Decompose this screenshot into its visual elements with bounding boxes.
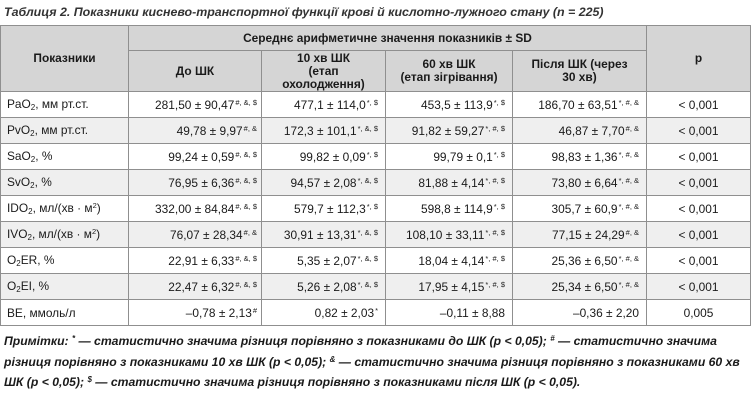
significance-marks: *, #, & (618, 97, 639, 107)
significance-marks: *, #, & (618, 149, 639, 159)
significance-marks: *, #, $ (485, 123, 505, 133)
value-cell (262, 118, 386, 144)
value-cell (513, 144, 647, 170)
significance-marks: #, & (625, 227, 639, 237)
significance-marks: #, &, $ (235, 279, 257, 289)
header-line: 30 хв) (562, 70, 597, 84)
value-cell (262, 196, 386, 222)
value-cell (513, 222, 647, 248)
value-cell (129, 274, 262, 300)
label-subscript: 2 (16, 285, 21, 294)
significance-marks: *, $ (366, 97, 378, 107)
value-cell (513, 118, 647, 144)
significance-marks: *, #, & (618, 201, 639, 211)
value-cell (129, 118, 262, 144)
notes-lead: Примітки: (4, 334, 72, 348)
value-mean-sd: 22,47 ± 6,32 (168, 279, 235, 294)
label-subscript: 2 (27, 233, 32, 242)
table-row (1, 248, 751, 274)
significance-marks: #, & (625, 123, 639, 133)
p-value: < 0,001 (647, 170, 751, 196)
value-mean-sd: 579,7 ± 112,3 (293, 201, 366, 216)
significance-marks: *, #, $ (485, 253, 505, 263)
value-cell (262, 248, 386, 274)
value-mean-sd: 25,36 ± 6,50 (551, 253, 618, 268)
value-mean-sd: 25,34 ± 6,50 (551, 279, 618, 294)
value-cell (129, 222, 262, 248)
table-row (1, 300, 751, 326)
value-cell (513, 248, 647, 274)
p-value: < 0,001 (647, 144, 751, 170)
header-line: (етап зігрівання) (400, 70, 498, 84)
value-mean-sd: 91,82 ± 59,27 (411, 123, 485, 138)
value-cell (386, 196, 513, 222)
row-label (1, 274, 129, 300)
value-mean-sd: –0,11 ± 8,88 (439, 305, 505, 320)
value-cell (129, 196, 262, 222)
value-cell (386, 222, 513, 248)
value-cell (129, 170, 262, 196)
value-mean-sd: 30,91 ± 13,31 (283, 227, 357, 242)
note-symbol: # (550, 334, 555, 343)
table-body (1, 92, 751, 326)
header-p: p (647, 26, 751, 92)
significance-marks: #, &, $ (235, 201, 257, 211)
p-value: < 0,001 (647, 248, 751, 274)
significance-marks: *, $ (493, 201, 505, 211)
value-mean-sd: 73,80 ± 6,64 (551, 175, 618, 190)
data-table (0, 25, 751, 326)
header-line: Після ШК (через (531, 57, 628, 71)
value-cell (386, 274, 513, 300)
table-row (1, 274, 751, 300)
label-unit: ER, % (20, 253, 55, 267)
significance-marks: *, #, & (618, 175, 639, 185)
header-60min-cpb (386, 51, 513, 92)
value-cell (513, 300, 647, 326)
value-cell (262, 144, 386, 170)
value-mean-sd: 99,82 ± 0,09 (299, 149, 366, 164)
note-text: — статистично значима різниця порівняно з показниками після ШК (p < 0,05). (91, 375, 581, 389)
value-cell (386, 118, 513, 144)
value-mean-sd: 172,3 ± 101,1 (283, 123, 357, 138)
value-mean-sd: 22,91 ± 6,33 (168, 253, 235, 268)
value-mean-sd: –0,36 ± 2,20 (572, 305, 639, 320)
significance-marks: *, &, $ (357, 175, 378, 185)
table-row (1, 118, 751, 144)
value-mean-sd: 98,83 ± 1,36 (551, 149, 618, 164)
label-superscript: 2 (92, 201, 97, 210)
value-mean-sd: 94,57 ± 2,08 (290, 175, 357, 190)
value-cell (513, 170, 647, 196)
p-value: 0,005 (647, 300, 751, 326)
value-mean-sd: 305,7 ± 60,9 (551, 201, 618, 216)
value-mean-sd: –0,78 ± 2,13 (185, 305, 252, 320)
label-main: IDO (7, 201, 29, 215)
value-mean-sd: 5,35 ± 2,07 (297, 253, 357, 268)
p-value: < 0,001 (647, 92, 751, 118)
label-unit: , % (34, 175, 52, 189)
header-before-cpb (129, 51, 262, 92)
value-mean-sd: 49,78 ± 9,97 (176, 123, 243, 138)
label-unit: , мл/(хв · м (31, 227, 92, 241)
table-notes (4, 330, 748, 392)
label-superscript: 2 (91, 227, 97, 236)
label-unit: , мм рт.ст. (34, 123, 89, 137)
label-subscript: 2 (30, 181, 35, 190)
value-mean-sd: 281,50 ± 90,47 (155, 97, 235, 112)
header-line: 60 хв ШК (422, 57, 476, 71)
value-mean-sd: 108,10 ± 33,11 (406, 227, 485, 242)
significance-marks: *, $ (493, 149, 505, 159)
table-row (1, 92, 751, 118)
value-cell (129, 248, 262, 274)
label-unit: EI, % (20, 279, 50, 293)
p-value: < 0,001 (647, 222, 751, 248)
value-mean-sd: 598,8 ± 114,9 (420, 201, 493, 216)
value-cell (129, 92, 262, 118)
value-mean-sd: 99,79 ± 0,1 (433, 149, 493, 164)
header-group-mean-sd: Середнє арифметичне значення показників ± SD (129, 26, 647, 51)
value-cell (513, 92, 647, 118)
significance-marks: # (252, 305, 257, 315)
row-label (1, 92, 129, 118)
label-main: PvO (7, 123, 31, 137)
table-row (1, 222, 751, 248)
significance-marks: #, &, $ (235, 253, 257, 263)
header-10min-cpb (262, 51, 386, 92)
value-mean-sd: 99,24 ± 0,59 (168, 149, 235, 164)
significance-marks: *, $ (493, 97, 505, 107)
label-subscript: 2 (30, 129, 35, 138)
header-line: охолодження) (282, 76, 365, 91)
p-value: < 0,001 (647, 274, 751, 300)
significance-marks: *, #, & (618, 279, 639, 289)
header-indicator: Показники (1, 26, 129, 92)
significance-marks: *, #, $ (485, 279, 505, 289)
value-mean-sd: 77,15 ± 24,29 (552, 227, 625, 242)
significance-marks: *, #, $ (485, 227, 505, 237)
header-line: До ШК (175, 63, 215, 78)
note-symbol: & (329, 354, 336, 364)
significance-marks: *, #, $ (485, 175, 505, 185)
row-label (1, 248, 129, 274)
value-cell (129, 144, 262, 170)
header-after-cpb (513, 51, 647, 92)
row-label (1, 118, 129, 144)
significance-marks: *, $ (366, 201, 378, 211)
value-mean-sd: 477,1 ± 114,0 (293, 97, 366, 112)
value-cell (513, 274, 647, 300)
label-subscript: 2 (30, 155, 36, 164)
significance-marks: #, &, $ (235, 97, 257, 107)
label-main: BE, ммоль/л (7, 305, 76, 320)
note-text: — статистично значима різниця порівняно з показниками до ШК (p < 0,05); (75, 334, 551, 348)
value-cell (386, 92, 513, 118)
label-main: SaO (7, 149, 31, 163)
significance-marks: * (375, 305, 378, 315)
row-label (1, 144, 129, 170)
value-cell (262, 274, 386, 300)
note-symbol: * (71, 334, 76, 343)
value-cell (129, 300, 262, 326)
value-mean-sd: 46,87 ± 7,70 (558, 123, 625, 138)
label-main: SvO (7, 175, 31, 189)
table-row (1, 196, 751, 222)
table-row (1, 144, 751, 170)
value-cell (386, 248, 513, 274)
significance-marks: *, &, $ (357, 123, 378, 133)
value-mean-sd: 186,70 ± 63,51 (538, 97, 618, 112)
row-label (1, 222, 129, 248)
value-mean-sd: 332,00 ± 84,84 (155, 201, 235, 216)
row-label (1, 196, 129, 222)
value-mean-sd: 76,95 ± 6,36 (168, 175, 235, 190)
table-caption: Таблиця 2. Показники киснево-транспортної функції крові й кислотно-лужного стану (n = 225) (4, 5, 604, 19)
label-end: ) (96, 201, 101, 215)
value-mean-sd: 18,04 ± 4,14 (418, 253, 485, 268)
value-cell (262, 92, 386, 118)
header-line: (етап (308, 63, 339, 78)
label-subscript: 2 (16, 259, 21, 268)
value-cell (386, 144, 513, 170)
label-main: PaO (7, 97, 31, 111)
note-text: — статистично значима різниця порівняно з показниками 10 хв ШК (p < 0,05); (4, 334, 717, 369)
p-value: < 0,001 (647, 196, 751, 222)
value-cell (386, 300, 513, 326)
significance-marks: #, &, $ (235, 175, 257, 185)
value-mean-sd: 0,82 ± 2,03 (314, 305, 375, 320)
p-value: < 0,001 (647, 118, 751, 144)
note-text: — статистично значима різниця порівняно з показниками 60 хв ШК (p < 0,05); (4, 354, 740, 389)
label-unit: , мм рт.ст. (35, 97, 89, 111)
note-symbol: $ (87, 375, 92, 384)
value-cell (513, 196, 647, 222)
significance-marks: *, &, $ (357, 227, 378, 237)
value-mean-sd: 76,07 ± 28,34 (170, 227, 243, 242)
significance-marks: *, $ (366, 149, 378, 159)
label-main: O (7, 253, 17, 267)
significance-marks: #, & (243, 227, 257, 237)
significance-marks: *, #, & (618, 253, 639, 263)
label-subscript: 2 (30, 103, 36, 112)
value-cell (262, 222, 386, 248)
label-subscript: 2 (28, 207, 33, 216)
value-mean-sd: 453,5 ± 113,9 (420, 97, 493, 112)
value-cell (386, 170, 513, 196)
header-line: 10 хв ШК (297, 50, 350, 65)
label-end: ) (96, 227, 101, 241)
label-main: IVO (7, 227, 28, 241)
value-cell (262, 170, 386, 196)
table-row (1, 170, 751, 196)
row-label (1, 170, 129, 196)
value-mean-sd: 17,95 ± 4,15 (418, 279, 485, 294)
value-cell (262, 300, 386, 326)
significance-marks: #, & (243, 123, 257, 133)
value-mean-sd: 5,26 ± 2,08 (297, 279, 357, 294)
row-label (1, 300, 129, 326)
significance-marks: *, &, $ (357, 279, 378, 289)
significance-marks: #, &, $ (235, 149, 257, 159)
label-unit: , мл/(хв · м (32, 201, 93, 215)
label-main: O (7, 279, 17, 293)
value-mean-sd: 81,88 ± 4,14 (418, 175, 485, 190)
significance-marks: *, &, $ (357, 253, 378, 263)
label-unit: , % (35, 149, 53, 163)
